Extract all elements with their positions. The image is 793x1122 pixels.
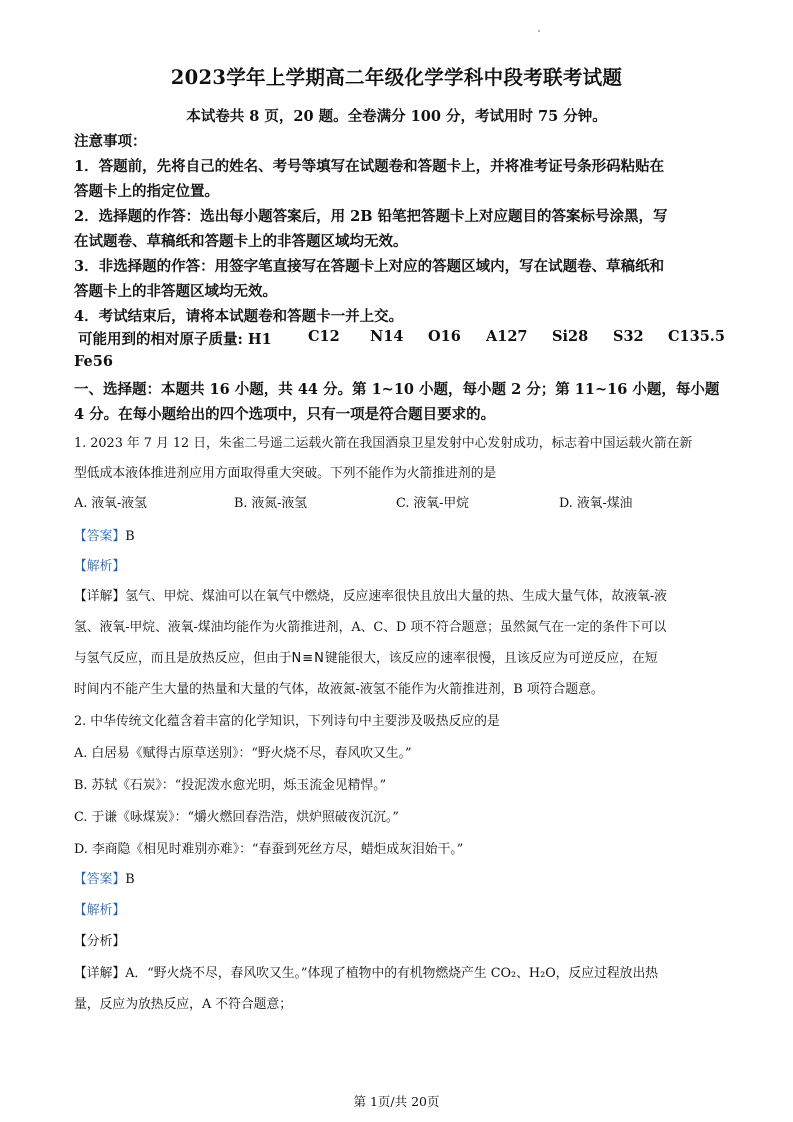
q2-option-d: D. 李商隐《相见时难别亦难》：“春蚕到死丝方尽，蜡炬成灰泪始干。”	[74, 842, 464, 857]
q2-answer-tag: 【答案】	[74, 872, 126, 887]
q2-option-c: C. 于谦《咏煤炭》：“爝火燃回春浩浩，烘炉照破夜沉沉。”	[74, 810, 399, 825]
q2-analysis-tag: 【解析】	[74, 903, 126, 918]
q1-answer-tag: 【答案】	[74, 529, 126, 544]
q1-detail-1	[74, 585, 667, 604]
q1-detail-3	[74, 647, 658, 666]
q1-detail-tag: 【详解】	[74, 589, 126, 604]
section1-line-1: 一、选择题：本题共 16 小题，共 44 分。第 1~10 小题，每小题 2 分；第 11~16 小题，每小题	[74, 381, 720, 398]
nitrogen-triple-bond: N≡N	[291, 651, 325, 666]
atomic-mass-si: Si28	[552, 328, 589, 345]
dot-mark	[538, 30, 540, 32]
notice-line-2: 答题卡上的指定位置。	[74, 183, 219, 200]
q2-detail-text-1: A．“野火烧不尽，春风吹又生。”体现了植物中的有机物燃烧产生 CO₂、H₂O，反应过程放出热	[125, 966, 659, 981]
q2-option-a: A. 白居易《赋得古原草送别》：“野火烧不尽，春风吹又生。”	[74, 746, 412, 761]
q1-answer	[74, 525, 135, 544]
q2-answer-value: B	[125, 872, 135, 887]
atomic-mass-al: A127	[486, 328, 528, 345]
page-title: 2023学年上学期高二年级化学学科中段考联考试题	[170, 66, 623, 89]
q2-detail-2: 量，反应为放热反应，A 不符合题意；	[74, 997, 293, 1012]
q2-detail-tag: 【详解】	[74, 966, 126, 981]
notice-line-7: 4．考试结束后，请将本试题卷和答题卡一并上交。	[74, 308, 404, 325]
atomic-mass-fe: Fe56	[74, 353, 113, 370]
atomic-mass-n: N14	[370, 328, 404, 345]
q2-text: 2. 中华传统文化蕴含着丰富的化学知识，下列诗句中主要涉及吸热反应的是	[74, 714, 500, 729]
q1-text-2: 型低成本液体推进剂应用方面取得重大突破。下列不能作为火箭推进剂的是	[74, 466, 497, 481]
q2-answer	[74, 868, 135, 887]
q1-detail-text-3b: 键能很大，该反应的速率很慢，且该反应为可逆反应，在短	[324, 651, 658, 666]
q2-fenxi-tag: 【分析】	[74, 934, 126, 949]
notice-line-5: 3．非选择题的作答：用签字笔直接写在答题卡上对应的答题区域内，写在试题卷、草稿纸和	[74, 258, 665, 275]
q1-option-a: A. 液氧-液氢	[74, 496, 147, 511]
atomic-mass-c: C12	[308, 328, 340, 345]
q1-detail-text-3a: 与氢气反应，而且是放热反应，但由于	[74, 651, 292, 666]
q1-text-1: 1. 2023 年 7 月 12 日，朱雀二号遥二运载火箭在我国酒泉卫星发射中心发射成功，标志着中国运载火箭在新	[74, 436, 693, 451]
q1-option-c: C. 液氧-甲烷	[396, 496, 469, 511]
q1-option-d: D. 液氧-煤油	[559, 496, 633, 511]
notice-line-3: 2．选择题的作答：选出每小题答案后，用 2B 铅笔把答题卡上对应题目的答案标号涂黑，写	[74, 208, 668, 225]
q2-option-b: B. 苏轼《石炭》：“投泥泼水愈光明，烁玉流金见精悍。”	[74, 778, 387, 793]
q1-answer-value: B	[125, 529, 135, 544]
section1-line-2: 4 分。在每小题给出的四个选项中，只有一项是符合题目要求的。	[74, 406, 496, 423]
atomic-mass-s: S32	[613, 328, 644, 345]
atomic-mass-label: 可能用到的相对原子质量: H1	[78, 331, 272, 348]
notice-line-4: 在试题卷、草稿纸和答题卡上的非答题区域均无效。	[74, 233, 408, 250]
q1-detail-2: 氢、液氧-甲烷、液氧-煤油均能作为火箭推进剂，A、C、D 项不符合题意；虽然氮气在一定的条件下可以	[74, 620, 667, 635]
q1-analysis-tag: 【解析】	[74, 559, 126, 574]
page-footer: 第 1页/共 20页	[353, 1094, 440, 1109]
notice-heading: 注意事项：	[74, 133, 147, 150]
q2-detail-1	[74, 962, 658, 981]
exam-subtitle: 本试卷共 8 页，20 题。全卷满分 100 分，考试用时 75 分钟。	[186, 108, 607, 125]
notice-line-1: 1．答题前，先将自己的姓名、考号等填写在试题卷和答题卡上，并将准考证号条形码粘贴在	[74, 158, 665, 175]
q1-detail-text-1: 氢气、甲烷、煤油可以在氧气中燃烧，反应速率很快且放出大量的热、生成大量气体，故液氧-液	[125, 589, 667, 604]
q1-option-b: B. 液氮-液氢	[234, 496, 308, 511]
atomic-mass-cl: C135.5	[668, 328, 725, 345]
notice-line-6: 答题卡上的非答题区域均无效。	[74, 283, 277, 300]
atomic-mass-o: O16	[428, 328, 461, 345]
q1-detail-4: 时间内不能产生大量的热量和大量的气体，故液氮-液氢不能作为火箭推进剂，B 项符合题意。	[74, 682, 604, 697]
